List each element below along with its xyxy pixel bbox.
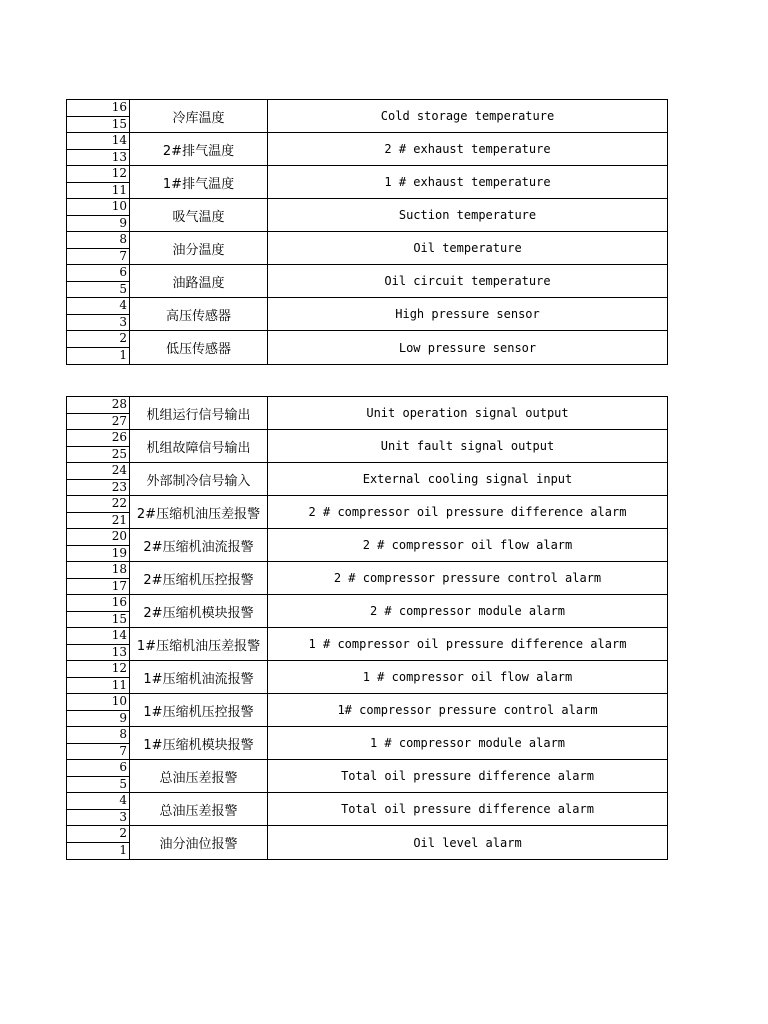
english-label: Total oil pressure difference alarm	[341, 769, 594, 783]
chinese-label: 2#压缩机压控报警	[130, 562, 268, 594]
chinese-label: 1#压缩机压控报警	[130, 694, 268, 726]
english-label: 1 # compressor oil flow alarm	[362, 670, 573, 684]
table-row	[67, 562, 667, 595]
terminal-number: 5	[119, 281, 127, 296]
terminal-number: 3	[119, 314, 127, 329]
terminal-number: 7	[119, 743, 127, 758]
terminal-number: 9	[119, 710, 127, 725]
terminal-number: 15	[111, 611, 127, 626]
english-label: 1# compressor pressure control alarm	[337, 703, 598, 717]
terminal-number: 8	[67, 232, 129, 249]
chinese-label: 吸气温度	[130, 199, 268, 231]
english-label: Suction temperature	[398, 208, 537, 222]
terminal-number: 2	[67, 826, 129, 843]
terminal-numbers	[67, 496, 130, 528]
terminal-numbers	[67, 760, 130, 792]
terminal-number: 27	[111, 413, 127, 428]
chinese-label: 总油压差报警	[130, 793, 268, 825]
chinese-label: 1#压缩机油流报警	[130, 661, 268, 693]
table-row	[67, 397, 667, 430]
terminal-number: 11	[111, 182, 127, 197]
terminal-numbers	[67, 265, 130, 297]
table-row	[67, 529, 667, 562]
terminal-number: 7	[119, 248, 127, 263]
table-row	[67, 760, 667, 793]
terminal-number: 16	[67, 595, 129, 612]
table-row	[67, 430, 667, 463]
terminal-numbers	[67, 430, 130, 462]
chinese-label: 1#排气温度	[130, 166, 268, 198]
terminal-numbers	[67, 793, 130, 825]
terminal-numbers	[67, 595, 130, 627]
chinese-label: 1#压缩机模块报警	[130, 727, 268, 759]
terminal-number: 16	[67, 100, 129, 117]
chinese-label: 机组运行信号输出	[130, 397, 268, 429]
english-label: Oil level alarm	[413, 835, 522, 850]
terminal-number: 18	[67, 562, 129, 579]
english-label: High pressure sensor	[395, 307, 540, 321]
terminal-number: 23	[111, 479, 127, 494]
english-label: Unit operation signal output	[366, 406, 569, 420]
chinese-label: 油路温度	[130, 265, 268, 297]
sensor-terminal-table	[66, 99, 668, 365]
terminal-number: 9	[119, 215, 127, 230]
english-label: External cooling signal input	[362, 472, 573, 486]
terminal-number: 19	[111, 545, 127, 560]
terminal-numbers	[67, 694, 130, 726]
english-label: Oil temperature	[413, 241, 522, 255]
terminal-number: 4	[67, 298, 129, 315]
terminal-numbers	[67, 463, 130, 495]
table-row	[67, 232, 667, 265]
terminal-number: 21	[111, 512, 127, 527]
terminal-number: 1	[119, 843, 127, 857]
table-row	[67, 793, 667, 826]
english-label: 2 # compressor oil flow alarm	[362, 538, 573, 552]
terminal-numbers	[67, 727, 130, 759]
terminal-numbers	[67, 529, 130, 561]
terminal-numbers	[67, 298, 130, 330]
terminal-numbers	[67, 133, 130, 165]
terminal-number: 28	[67, 397, 129, 414]
terminal-numbers	[67, 628, 130, 660]
terminal-number: 13	[111, 644, 127, 659]
terminal-numbers	[67, 397, 130, 429]
terminal-number: 10	[67, 199, 129, 216]
terminal-number: 14	[67, 133, 129, 150]
table-row	[67, 265, 667, 298]
table-row	[67, 496, 667, 529]
table-row	[67, 166, 667, 199]
table-row	[67, 199, 667, 232]
terminal-number: 24	[67, 463, 129, 480]
english-label: Oil circuit temperature	[384, 274, 551, 288]
chinese-label: 2#压缩机油压差报警	[130, 496, 268, 528]
english-label: 2 # compressor module alarm	[369, 604, 566, 618]
terminal-numbers	[67, 331, 130, 364]
chinese-label: 油分温度	[130, 232, 268, 264]
terminal-numbers	[67, 661, 130, 693]
english-label: 1 # exhaust temperature	[384, 175, 551, 189]
chinese-label: 高压传感器	[130, 298, 268, 330]
english-label: Total oil pressure difference alarm	[341, 802, 594, 816]
terminal-number: 5	[119, 776, 127, 791]
terminal-numbers	[67, 562, 130, 594]
english-label: 2 # exhaust temperature	[384, 142, 551, 156]
terminal-number: 13	[111, 149, 127, 164]
table-row	[67, 661, 667, 694]
table-row	[67, 826, 667, 859]
terminal-number: 8	[67, 727, 129, 744]
terminal-number: 10	[67, 694, 129, 711]
chinese-label: 2#压缩机模块报警	[130, 595, 268, 627]
english-label: Low pressure sensor	[398, 340, 537, 355]
terminal-number: 26	[67, 430, 129, 447]
terminal-number: 25	[111, 446, 127, 461]
english-label: 1 # compressor module alarm	[369, 736, 566, 750]
table-row	[67, 463, 667, 496]
table-row	[67, 298, 667, 331]
english-label: Unit fault signal output	[380, 439, 555, 453]
table-row	[67, 628, 667, 661]
terminal-number: 4	[67, 793, 129, 810]
terminal-numbers	[67, 199, 130, 231]
english-label: 2 # compressor pressure control alarm	[333, 571, 602, 585]
chinese-label: 1#压缩机油压差报警	[130, 628, 268, 660]
signal-terminal-table	[66, 396, 668, 860]
chinese-label: 冷库温度	[130, 100, 268, 132]
english-label: Cold storage temperature	[380, 109, 555, 123]
table-row	[67, 133, 667, 166]
terminal-number: 11	[111, 677, 127, 692]
terminal-number: 6	[67, 760, 129, 777]
terminal-number: 15	[111, 116, 127, 131]
terminal-number: 14	[67, 628, 129, 645]
terminal-numbers	[67, 166, 130, 198]
chinese-label: 总油压差报警	[130, 760, 268, 792]
terminal-number: 2	[67, 331, 129, 348]
terminal-numbers	[67, 232, 130, 264]
terminal-number: 1	[119, 348, 127, 362]
english-label: 1 # compressor oil pressure difference alarm	[308, 637, 627, 651]
table-row	[67, 331, 667, 364]
terminal-number: 20	[67, 529, 129, 546]
chinese-label: 2#排气温度	[130, 133, 268, 165]
terminal-number: 17	[111, 578, 127, 593]
terminal-numbers	[67, 100, 130, 132]
table-row	[67, 100, 667, 133]
terminal-number: 12	[67, 661, 129, 678]
english-label: 2 # compressor oil pressure difference alarm	[308, 505, 627, 519]
chinese-label: 机组故障信号输出	[130, 430, 268, 462]
table-row	[67, 694, 667, 727]
terminal-number: 3	[119, 809, 127, 824]
terminal-number: 12	[67, 166, 129, 183]
chinese-label: 外部制冷信号输入	[130, 463, 268, 495]
table-row	[67, 595, 667, 628]
terminal-number: 22	[67, 496, 129, 513]
chinese-label: 2#压缩机油流报警	[130, 529, 268, 561]
chinese-label: 低压传感器	[130, 331, 268, 364]
chinese-label: 油分油位报警	[130, 826, 268, 859]
table-row	[67, 727, 667, 760]
terminal-numbers	[67, 826, 130, 859]
terminal-number: 6	[67, 265, 129, 282]
